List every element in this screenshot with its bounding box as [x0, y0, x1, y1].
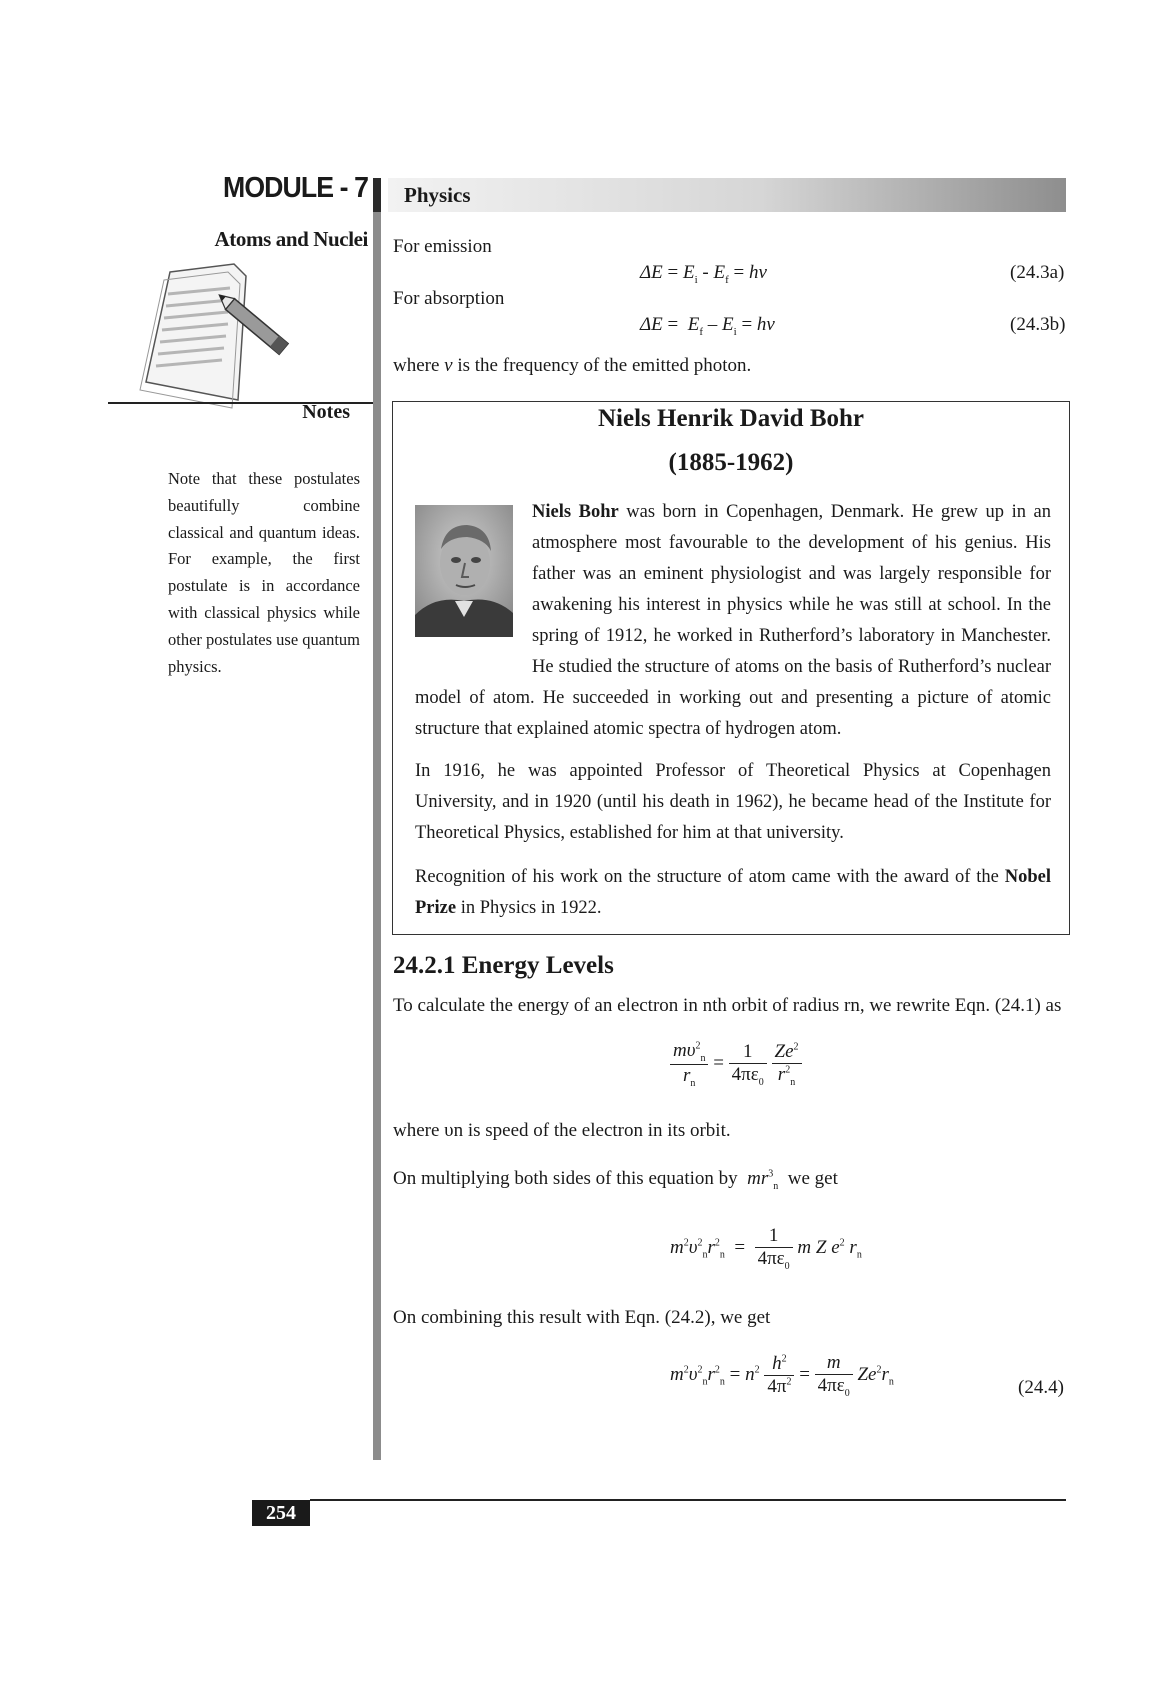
page-number: 254 — [252, 1500, 310, 1526]
bio-paragraph-1 — [415, 497, 1051, 745]
side-note: Note that these postulates beautifully combine classical and quantum ideas. For example, the first postulate is in accordance with classical physics while other postulates use quantum physics. — [168, 469, 361, 676]
footer-rule — [310, 1499, 1066, 1501]
absorption-equation: $\Delta E = E_f - E_i$ = hv — [640, 314, 775, 338]
combine-note: On combining this result with Eqn. (24.2), we get — [393, 1307, 771, 1328]
frequency-note-before: where — [393, 355, 445, 376]
absorption-eq-number: (24.3b) — [1010, 314, 1066, 335]
speed-note: where υn is speed of the electron in its orbit. — [393, 1120, 731, 1141]
bio-paragraph-1-text: was born in Copenhagen, Denmark. He grew up in an atmosphere most favourable to the development of his genius. His father was an eminent physiologist and was largely responsible for awakening his interest in physics while he was still at school. In the spring of 1912, he worked in Rutherford’s laboratory in Manchester. He studied the structure of atoms on the basis of Rutherford’s nuclear model of atom. He succeeded in working out and presenting a picture of atomic structure that explained atomic spectra of hydrogen atom. — [415, 502, 1051, 739]
equation-multiplied: $m^2\upsilon^2_nr^2_n$ = $\frac{1}{4\pi\varepsilon_0}$ m Z $e^2$ $r_n$ — [670, 1225, 862, 1272]
frequency-symbol: v — [444, 355, 453, 376]
subject-header — [388, 178, 1066, 212]
margin-bar-cap — [373, 178, 381, 212]
section-title: 24.2.1 Energy Levels — [393, 952, 614, 979]
multiply-note: On multiplying both sides of this equation by $mr^3_n$ we get — [393, 1168, 838, 1192]
equation-force-balance: $\frac{m\upsilon^2_n}{r_n}$ = $\frac{1}{4\pi\varepsilon_0}$ $\frac{Ze^2}{r^2_n}$ — [670, 1040, 802, 1089]
equation-24-4: $m^2\upsilon^2_nr^2_n = n^2$ $\frac{h^2}{4\pi^2}$ = $\frac{m}{4\pi\varepsilon_0}$ $Ze^2r_n$ — [670, 1352, 894, 1399]
bio-lead-name: Niels Bohr — [532, 502, 619, 522]
frequency-note — [393, 355, 751, 377]
notes-pencil-icon — [138, 262, 298, 412]
emission-label: For emission — [393, 236, 492, 257]
margin-bar — [373, 178, 381, 1460]
bio-paragraph-2: In 1916, he was appointed Professor of Theoretical Physics at Copenhagen University, and in 1920 (until his death in 1962), he became head of the Institute for Theoretical Physics, established for him at that university. — [415, 761, 1051, 843]
bio-paragraph-3 — [415, 862, 1051, 924]
frequency-note-after: is the frequency of the emitted photon. — [452, 355, 752, 376]
nobel-prize-text: Nobel Prize — [415, 867, 1051, 918]
emission-equation: $\Delta E = E_i - E_f$ = hv — [640, 262, 767, 286]
multiply-note-before: On multiplying both sides of this equation by — [393, 1168, 738, 1189]
bio-paragraph-3-end: in Physics in 1922. — [456, 898, 602, 918]
eq-24-4-number: (24.4) — [1018, 1377, 1064, 1398]
absorption-label: For absorption — [393, 288, 505, 309]
emission-eq-number: (24.3a) — [1010, 262, 1065, 283]
section-intro: To calculate the energy of an electron in nth orbit of radius rn, we rewrite Eqn. (24.1) as — [393, 995, 1062, 1016]
module-title: MODULE - 7 — [223, 172, 368, 204]
subject-title: Physics — [404, 183, 471, 207]
portrait-spacer — [415, 497, 532, 657]
notes-label: Notes — [302, 401, 350, 423]
chapter-title: Atoms and Nuclei — [214, 227, 368, 251]
bio-years: (1885-1962) — [668, 449, 794, 476]
bio-paragraph-3-text: Recognition of his work on the structure of atom came with the award of the — [415, 867, 1005, 887]
multiply-note-after: we get — [787, 1168, 838, 1189]
bio-name: Niels Henrik David Bohr — [598, 405, 864, 432]
